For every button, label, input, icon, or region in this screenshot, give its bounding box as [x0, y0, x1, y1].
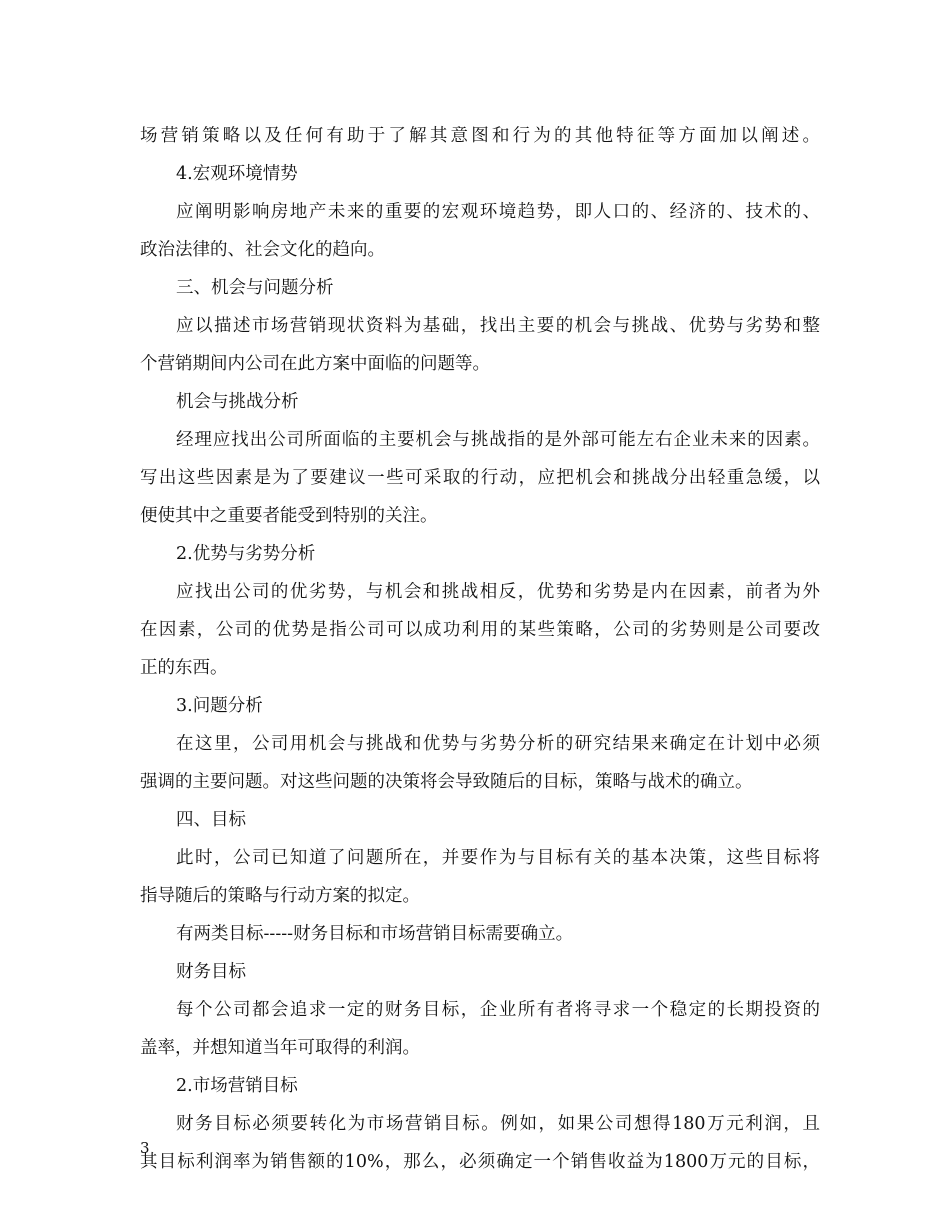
document-body [140, 117, 820, 1181]
paragraph-line: 写出这些因素是为了要建议一些可采取的行动，应把机会和挑战分出轻重急缓，以 [140, 468, 820, 488]
page-number: 3 [140, 1139, 150, 1157]
paragraph-line: 此时，公司已知道了问题所在，并要作为与目标有关的基本决策，这些目标将 [176, 848, 820, 868]
section-heading: 2.优势与劣势分析 [176, 544, 316, 564]
paragraph-line: 其目标利润率为销售额的10%，那么，必须确定一个销售收益为1800万元的目标， [140, 1152, 820, 1172]
section-heading: 2.市场营销目标 [176, 1076, 298, 1096]
paragraph-line: 政治法律的、社会文化的趋向。 [140, 240, 385, 260]
section-heading: 三、机会与问题分析 [176, 278, 334, 298]
paragraph-line: 盖率，并想知道当年可取得的利润。 [140, 1038, 420, 1058]
section-heading: 财务目标 [176, 962, 246, 982]
paragraph-line: 指导随后的策略与行动方案的拟定。 [140, 886, 420, 906]
paragraph-line: 强调的主要问题。对这些问题的决策将会导致随后的目标，策略与战术的确立。 [140, 772, 753, 792]
section-heading: 四、目标 [176, 810, 246, 830]
paragraph-line: 有两类目标-----财务目标和市场营销目标需要确立。 [176, 924, 574, 944]
section-heading: 3.问题分析 [176, 696, 263, 716]
paragraph-line: 在这里，公司用机会与挑战和优势与劣势分析的研究结果来确定在计划中必须 [176, 734, 820, 754]
paragraph-line: 个营销期间内公司在此方案中面临的问题等。 [140, 354, 490, 374]
paragraph-line: 应找出公司的优劣势，与机会和挑战相反，优势和劣势是内在因素，前者为外 [176, 582, 820, 602]
paragraph-line: 应阐明影响房地产未来的重要的宏观环境趋势，即人口的、经济的、技术的、 [176, 202, 820, 222]
paragraph-line: 在因素，公司的优势是指公司可以成功利用的某些策略，公司的劣势则是公司要改 [140, 620, 820, 640]
paragraph-line: 正的东西。 [140, 658, 228, 678]
paragraph-line: 场营销策略以及任何有助于了解其意图和行为的其他特征等方面加以阐述。 [140, 126, 820, 146]
section-heading: 机会与挑战分析 [176, 392, 299, 412]
section-heading: 4.宏观环境情势 [176, 164, 298, 184]
paragraph-line: 财务目标必须要转化为市场营销目标。例如，如果公司想得180万元利润，且 [176, 1114, 820, 1134]
paragraph-line: 每个公司都会追求一定的财务目标，企业所有者将寻求一个稳定的长期投资的 [176, 1000, 820, 1020]
paragraph-line: 应以描述市场营销现状资料为基础，找出主要的机会与挑战、优势与劣势和整 [176, 316, 820, 336]
paragraph-line: 经理应找出公司所面临的主要机会与挑战指的是外部可能左右企业未来的因素。 [176, 430, 820, 450]
paragraph-line: 便使其中之重要者能受到特别的关注。 [140, 506, 438, 526]
